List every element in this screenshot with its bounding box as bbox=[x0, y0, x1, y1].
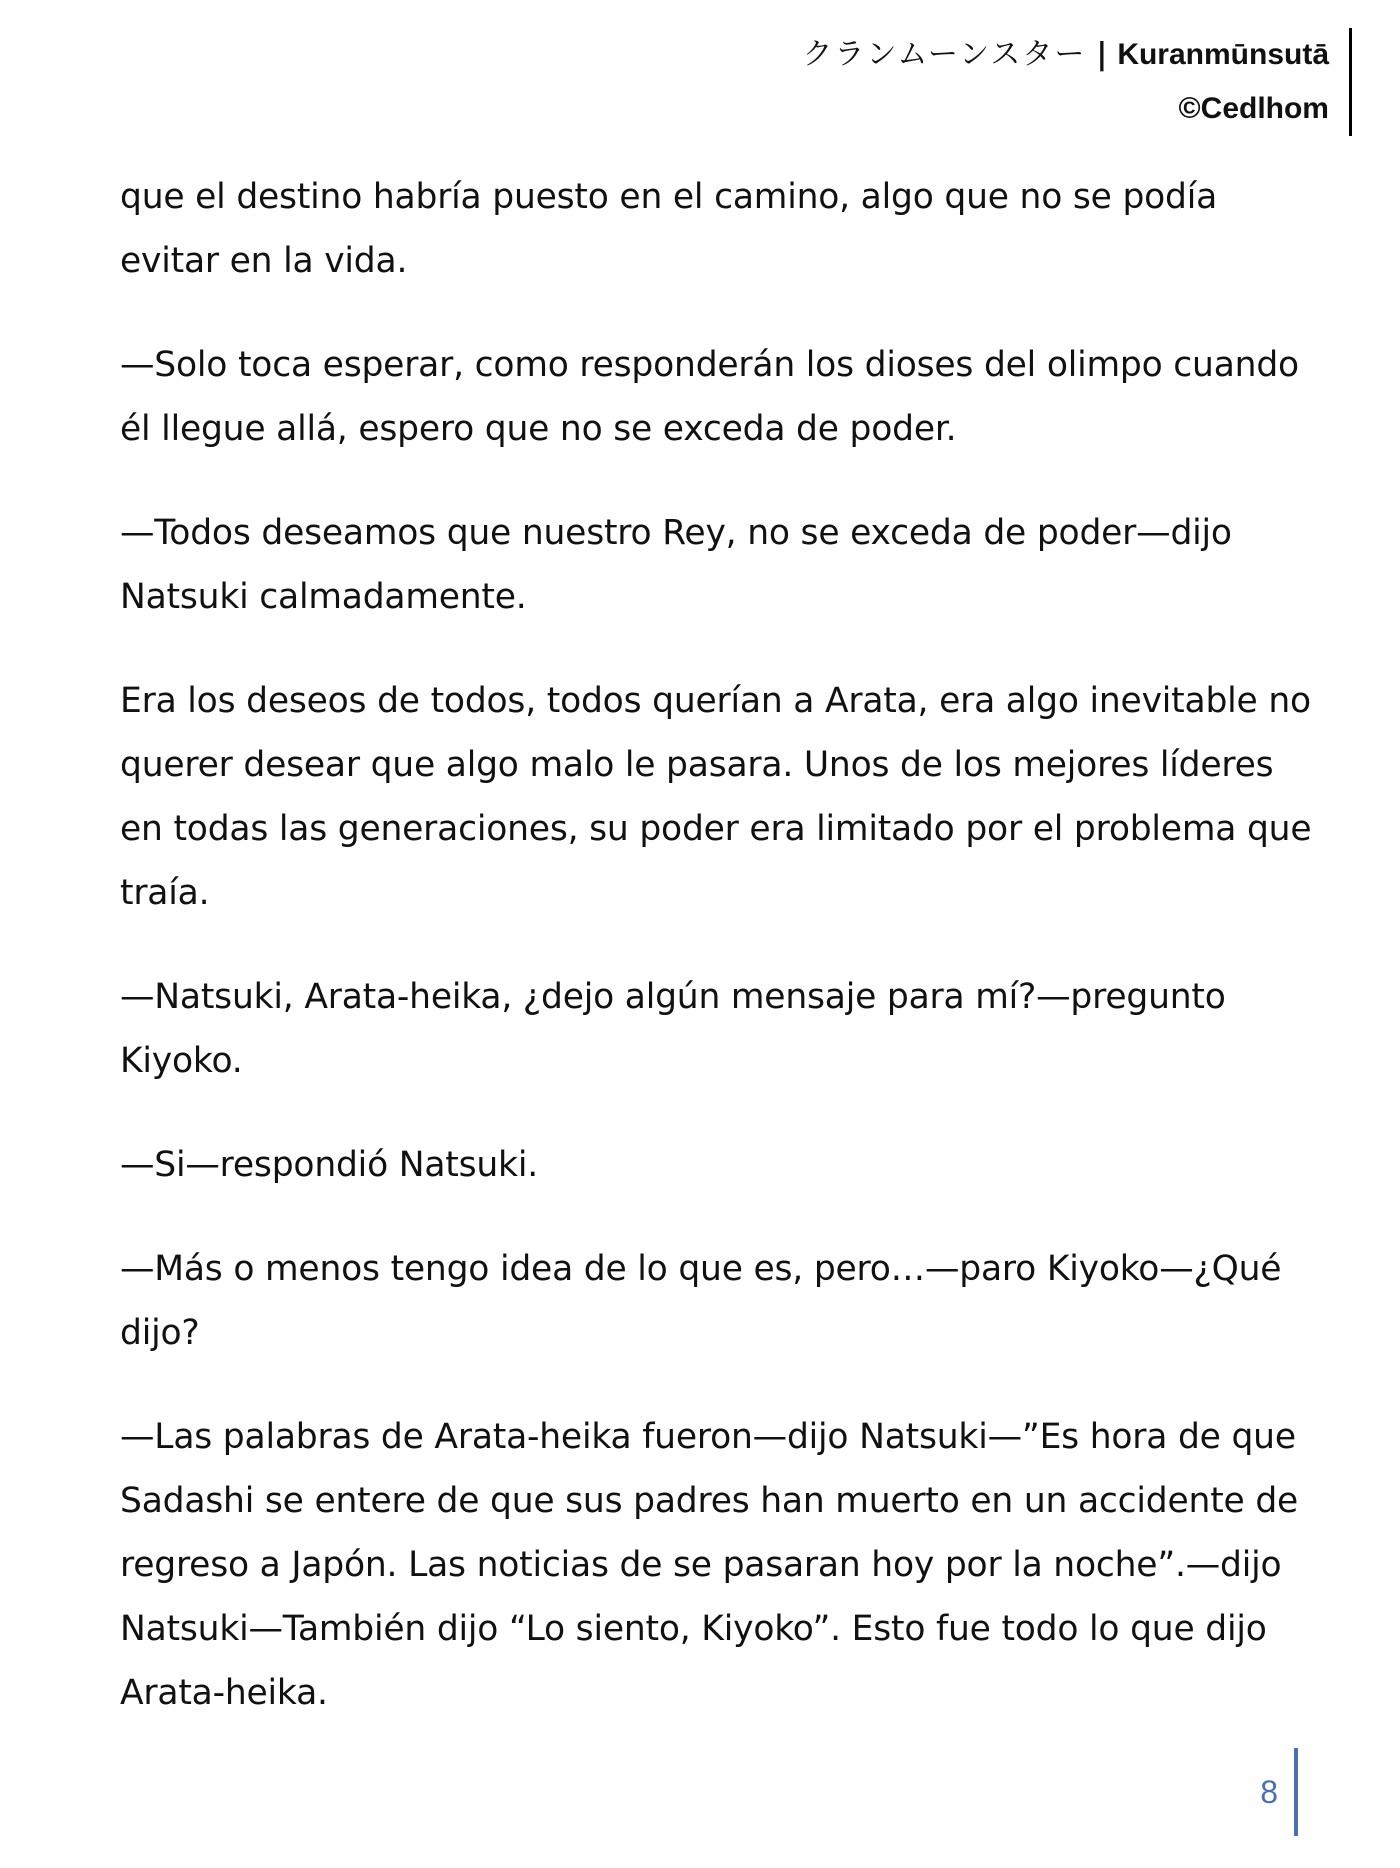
header-title-line bbox=[803, 28, 1329, 82]
paragraph: —Más o menos tengo idea de lo que es, pero…—paro Kiyoko—¿Qué dijo? bbox=[120, 1249, 1282, 1353]
header-romanized-title: Kuranmūnsutā bbox=[1117, 38, 1329, 71]
paragraph: —Todos deseamos que nuestro Rey, no se exceda de poder—dijo Natsuki calmadamente. bbox=[120, 513, 1232, 617]
paragraph: que el destino habría puesto en el camino, algo que no se podía evitar en la vida. bbox=[120, 177, 1218, 281]
header-copyright: ©Cedlhom bbox=[1178, 92, 1329, 125]
paragraph: —Solo toca esperar, como responderán los dioses del olimpo cuando él llegue allá, espero que no se exceda de poder. bbox=[120, 345, 1299, 449]
paragraph: —Si—respondió Natsuki. bbox=[120, 1145, 538, 1185]
header-japanese-title: クランムーンスター bbox=[802, 37, 1087, 72]
paragraph: Era los deseos de todos, todos querían a Arata, era algo inevitable no querer desear que algo malo le pasara. Unos de los mejores líderes en todas las generaciones, su poder era limitado por el problema que traía. bbox=[120, 681, 1312, 913]
header-separator: | bbox=[1096, 37, 1108, 72]
page-number: 8 bbox=[1260, 1748, 1298, 1836]
body-text bbox=[120, 165, 1320, 1765]
paragraph: —Natsuki, Arata-heika, ¿dejo algún mensaje para mí?—pregunto Kiyoko. bbox=[120, 977, 1226, 1081]
page-header bbox=[803, 28, 1352, 136]
paragraph: —Las palabras de Arata-heika fueron—dijo Natsuki—”Es hora de que Sadashi se entere de que sus padres han muerto en un accidente de regreso a Japón. Las noticias de se pasaran hoy por la noche”.—dijo Natsuki—También dijo “Lo siento, Kiyoko”. Esto fue todo lo que dijo Arata-heika. bbox=[120, 1417, 1299, 1713]
